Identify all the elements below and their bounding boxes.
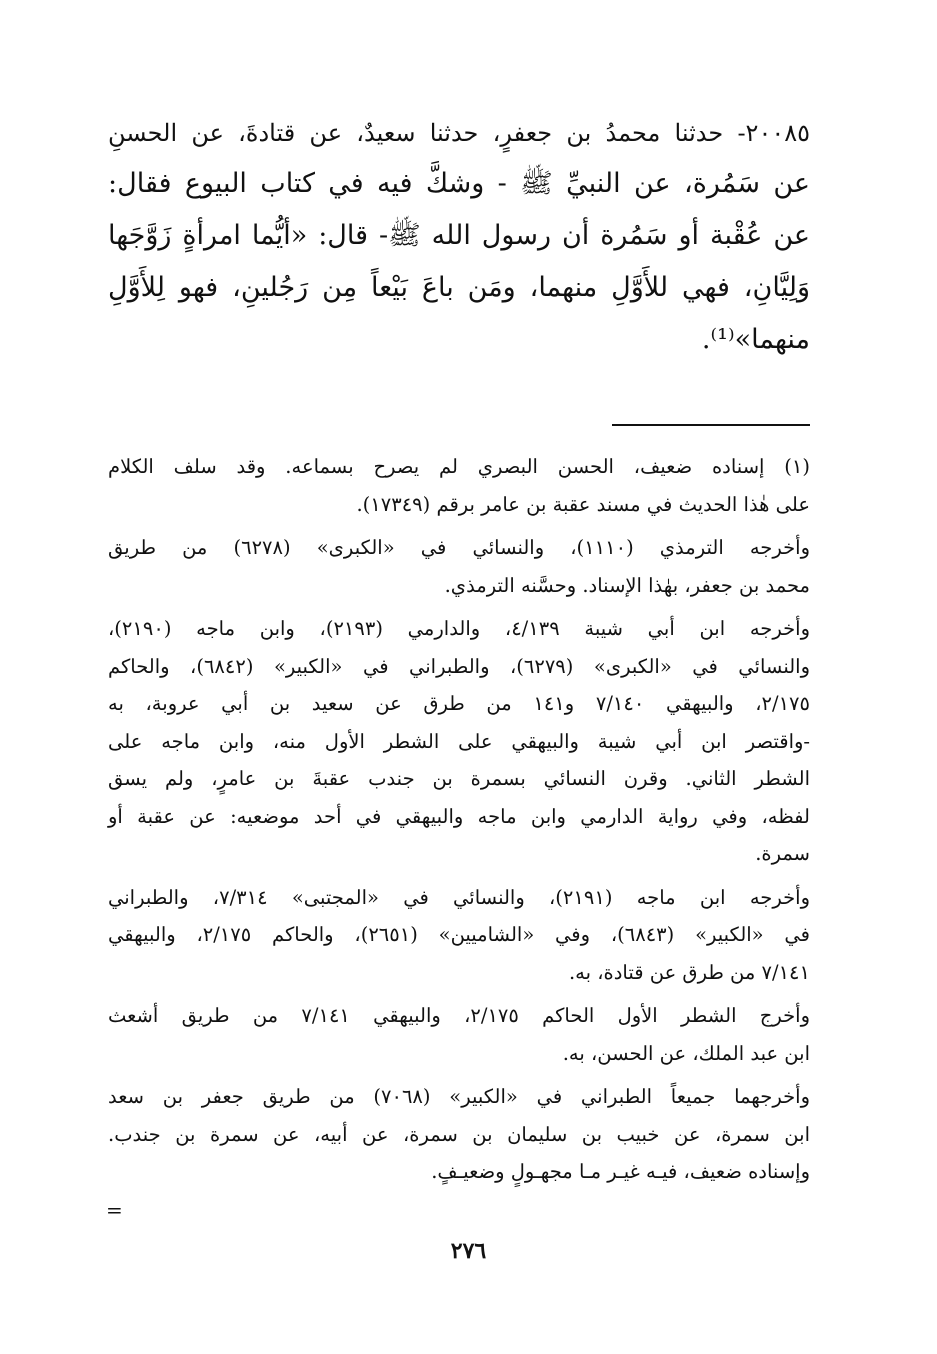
footnote-line: ٧/١٤١ من طرق عن قتادة، به. <box>568 960 810 984</box>
footnote-line: في «الكبير» (٦٨٤٣)، وفي «الشاميين» (٢٦٥١)، والحاكم ٢/١٧٥، والبيهقي <box>108 923 810 946</box>
hadith-line: عن سَمُرة، عن النبيِّ ﷺ - وشكَّ فيه في كتاب البيوع فقال: <box>108 168 810 199</box>
hadith-line: منهما»⁽¹⁾. <box>701 324 810 355</box>
footnote-line: وأخرجه ابن ماجه (٢١٩١)، والنسائي في «المجتبى» ٧/٣١٤، والطبراني <box>108 885 810 909</box>
hadith-line: وَلِيَّانِ، فهي للأَوَّلِ منهما، ومَن باعَ بَيْعاً مِن رَجُلينِ، فهو لِلأَوَّلِ <box>108 272 810 303</box>
footnote-line: لفظه، وفي رواية الدارمي وابن ماجه والبيهقي في أحد موضعيه: عن عقبة أو <box>108 804 810 828</box>
footnotes <box>108 448 810 1197</box>
footnote-line: والنسائي في «الكبرى» (٦٢٧٩)، والطبراني في «الكبير» (٦٨٤٢)، والحاكم <box>108 654 810 678</box>
continuation-marker: = <box>106 1198 123 1222</box>
footnote-paragraph <box>108 529 810 604</box>
footnote-line: وإسناده ضعيف، فيـه غيـر مـا مجهـولٍ وضعيـفٍ. <box>431 1160 810 1183</box>
footnote-line: وأخرجه ابن أبي شيبة ٤/١٣٩، والدارمي (٢١٩٣)، وابن ماجه (٢١٩٠)، <box>108 617 810 640</box>
footnote-line: -واقتصر ابن أبي شيبة والبيهقي على الشطر الأول منه، وابن ماجه على <box>108 729 810 753</box>
footnote-paragraph <box>108 448 810 523</box>
hadith-line: عن عُقْبة أو سَمُرة أن رسول الله ﷺ- قال: «أيُّما امرأةٍ زَوَّجَها <box>108 220 810 251</box>
footnote-line: ٢/١٧٥، والبيهقي ٧/١٤٠ و١٤١ من طرق عن سعيد بن أبي عروبة، به <box>108 692 810 715</box>
footnote-separator <box>612 424 810 426</box>
footnote-line: على هٰذا الحديث في مسند عقبة بن عامر برقم (١٧٣٤٩). <box>356 492 810 516</box>
footnote-line: الشطر الثاني. وقرن النسائي بسمرة بن جندب عقبةَ بن عامرٍ، ولم يسق <box>108 767 810 790</box>
footnote-paragraph <box>108 997 810 1072</box>
footnote-line: (١) إسناده ضعيف، الحسن البصري لم يصرح بسماعه. وقد سلف الكلام <box>108 455 810 478</box>
footnote-line: ابن سمرة، عن خبيب بن سليمان بن سمرة، عن أبيه، عن سمرة بن جندب. <box>108 1122 810 1146</box>
footnote-line: وأخرجه الترمذي (١١١٠)، والنسائي في «الكبرى» (٦٢٧٨) من طريق <box>108 536 811 559</box>
footnote-line: محمد بن جعفر، بهٰذا الإسناد. وحسَّنه الترمذي. <box>444 573 810 597</box>
footnote-line: سمرة. <box>755 842 810 865</box>
hadith-line: ٢٠٠٨٥- حدثنا محمدُ بن جعفرٍ، حدثنا سعيدٌ، عن قتادةَ، عن الحسنِ <box>108 119 810 147</box>
footnote-paragraph <box>108 610 810 873</box>
footnote-line: ابن عبد الملك، عن الحسن، به. <box>562 1041 810 1065</box>
footnote-paragraph <box>108 879 810 992</box>
page-number: ٢٧٦ <box>450 1238 487 1264</box>
footnote-paragraph <box>108 1078 810 1191</box>
hadith-text <box>108 108 810 366</box>
footnote-line: وأخرجهما جميعاً الطبراني في «الكبير» (٧٠٦٨) من طريق جعفر بن سعد <box>108 1085 810 1108</box>
footnote-line: وأخرج الشطر الأول الحاكم ٢/١٧٥، والبيهقي ٧/١٤١ من طريق أشعث <box>108 1004 811 1027</box>
